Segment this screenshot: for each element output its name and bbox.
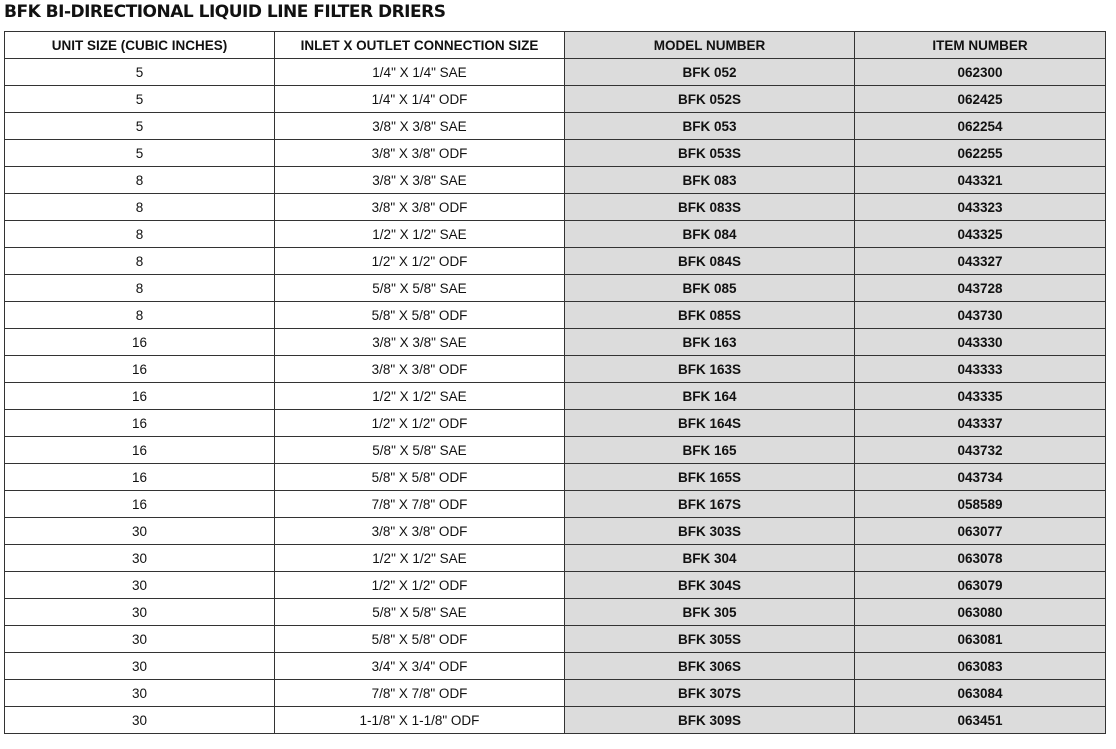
cell-unit-size: 30	[5, 518, 275, 545]
cell-item-number: 043333	[855, 356, 1106, 383]
cell-unit-size: 16	[5, 329, 275, 356]
table-row	[5, 707, 1106, 734]
cell-connection-size: 1-1/8" X 1-1/8" ODF	[275, 707, 565, 734]
cell-connection-size: 1/2" X 1/2" ODF	[275, 410, 565, 437]
cell-model-number: BFK 305S	[565, 626, 855, 653]
table-row	[5, 59, 1106, 86]
cell-connection-size: 1/2" X 1/2" ODF	[275, 572, 565, 599]
cell-item-number: 043734	[855, 464, 1106, 491]
table-row	[5, 653, 1106, 680]
cell-unit-size: 16	[5, 437, 275, 464]
cell-item-number: 062300	[855, 59, 1106, 86]
cell-model-number: BFK 307S	[565, 680, 855, 707]
cell-unit-size: 8	[5, 248, 275, 275]
table-row	[5, 491, 1106, 518]
cell-connection-size: 3/8" X 3/8" SAE	[275, 329, 565, 356]
table-row	[5, 599, 1106, 626]
cell-item-number: 062254	[855, 113, 1106, 140]
cell-model-number: BFK 083	[565, 167, 855, 194]
cell-connection-size: 3/8" X 3/8" ODF	[275, 356, 565, 383]
cell-unit-size: 5	[5, 140, 275, 167]
cell-unit-size: 8	[5, 275, 275, 302]
table-row	[5, 275, 1106, 302]
cell-item-number: 063080	[855, 599, 1106, 626]
cell-model-number: BFK 304S	[565, 572, 855, 599]
cell-unit-size: 8	[5, 194, 275, 221]
cell-connection-size: 1/2" X 1/2" SAE	[275, 221, 565, 248]
cell-connection-size: 5/8" X 5/8" SAE	[275, 437, 565, 464]
cell-item-number: 043728	[855, 275, 1106, 302]
cell-model-number: BFK 303S	[565, 518, 855, 545]
cell-unit-size: 16	[5, 356, 275, 383]
table-row	[5, 545, 1106, 572]
cell-model-number: BFK 084S	[565, 248, 855, 275]
cell-item-number: 043321	[855, 167, 1106, 194]
cell-connection-size: 7/8" X 7/8" ODF	[275, 491, 565, 518]
cell-unit-size: 8	[5, 302, 275, 329]
cell-model-number: BFK 085S	[565, 302, 855, 329]
column-header-item-number: ITEM NUMBER	[855, 32, 1106, 59]
cell-model-number: BFK 164	[565, 383, 855, 410]
table-header-row	[5, 32, 1106, 59]
table-row	[5, 383, 1106, 410]
cell-connection-size: 1/4" X 1/4" SAE	[275, 59, 565, 86]
table-row	[5, 86, 1106, 113]
cell-model-number: BFK 164S	[565, 410, 855, 437]
cell-model-number: BFK 163	[565, 329, 855, 356]
cell-connection-size: 5/8" X 5/8" SAE	[275, 599, 565, 626]
column-header-model-number: MODEL NUMBER	[565, 32, 855, 59]
cell-unit-size: 8	[5, 167, 275, 194]
cell-connection-size: 3/8" X 3/8" SAE	[275, 167, 565, 194]
cell-connection-size: 3/8" X 3/8" ODF	[275, 518, 565, 545]
cell-item-number: 063077	[855, 518, 1106, 545]
cell-model-number: BFK 305	[565, 599, 855, 626]
cell-item-number: 062425	[855, 86, 1106, 113]
cell-item-number: 043325	[855, 221, 1106, 248]
table-row	[5, 113, 1106, 140]
column-header-connection-size: INLET X OUTLET CONNECTION SIZE	[275, 32, 565, 59]
cell-connection-size: 1/2" X 1/2" SAE	[275, 383, 565, 410]
cell-unit-size: 30	[5, 599, 275, 626]
cell-model-number: BFK 165	[565, 437, 855, 464]
cell-unit-size: 5	[5, 86, 275, 113]
cell-connection-size: 1/2" X 1/2" SAE	[275, 545, 565, 572]
cell-item-number: 043330	[855, 329, 1106, 356]
table-row	[5, 248, 1106, 275]
cell-model-number: BFK 052S	[565, 86, 855, 113]
cell-unit-size: 30	[5, 626, 275, 653]
cell-unit-size: 30	[5, 680, 275, 707]
cell-item-number: 063083	[855, 653, 1106, 680]
cell-unit-size: 30	[5, 653, 275, 680]
cell-unit-size: 5	[5, 59, 275, 86]
cell-model-number: BFK 165S	[565, 464, 855, 491]
cell-connection-size: 5/8" X 5/8" SAE	[275, 275, 565, 302]
cell-unit-size: 16	[5, 464, 275, 491]
table-row	[5, 572, 1106, 599]
table-row	[5, 140, 1106, 167]
cell-model-number: BFK 085	[565, 275, 855, 302]
cell-unit-size: 16	[5, 383, 275, 410]
table-row	[5, 329, 1106, 356]
cell-model-number: BFK 084	[565, 221, 855, 248]
table-row	[5, 680, 1106, 707]
cell-connection-size: 5/8" X 5/8" ODF	[275, 464, 565, 491]
cell-item-number: 062255	[855, 140, 1106, 167]
cell-model-number: BFK 309S	[565, 707, 855, 734]
cell-item-number: 058589	[855, 491, 1106, 518]
cell-unit-size: 16	[5, 491, 275, 518]
table-body	[5, 59, 1106, 734]
cell-item-number: 063084	[855, 680, 1106, 707]
table-row	[5, 356, 1106, 383]
cell-item-number: 043335	[855, 383, 1106, 410]
table-row	[5, 464, 1106, 491]
cell-item-number: 043323	[855, 194, 1106, 221]
cell-connection-size: 3/8" X 3/8" SAE	[275, 113, 565, 140]
cell-unit-size: 30	[5, 572, 275, 599]
cell-item-number: 063081	[855, 626, 1106, 653]
table-row	[5, 194, 1106, 221]
cell-unit-size: 30	[5, 545, 275, 572]
cell-unit-size: 8	[5, 221, 275, 248]
cell-connection-size: 5/8" X 5/8" ODF	[275, 302, 565, 329]
cell-connection-size: 1/4" X 1/4" ODF	[275, 86, 565, 113]
table-row	[5, 221, 1106, 248]
cell-item-number: 063078	[855, 545, 1106, 572]
table-row	[5, 518, 1106, 545]
filter-drier-spec-table	[4, 31, 1106, 734]
cell-unit-size: 30	[5, 707, 275, 734]
cell-model-number: BFK 083S	[565, 194, 855, 221]
page-title: BFK BI-DIRECTIONAL LIQUID LINE FILTER DRIERS	[4, 2, 446, 22]
table-row	[5, 410, 1106, 437]
cell-item-number: 063451	[855, 707, 1106, 734]
table-row	[5, 302, 1106, 329]
cell-model-number: BFK 163S	[565, 356, 855, 383]
cell-connection-size: 1/2" X 1/2" ODF	[275, 248, 565, 275]
cell-item-number: 063079	[855, 572, 1106, 599]
cell-connection-size: 7/8" X 7/8" ODF	[275, 680, 565, 707]
cell-unit-size: 16	[5, 410, 275, 437]
cell-model-number: BFK 167S	[565, 491, 855, 518]
cell-model-number: BFK 306S	[565, 653, 855, 680]
cell-connection-size: 3/8" X 3/8" ODF	[275, 194, 565, 221]
cell-unit-size: 5	[5, 113, 275, 140]
table-row	[5, 437, 1106, 464]
cell-connection-size: 3/4" X 3/4" ODF	[275, 653, 565, 680]
table-row	[5, 167, 1106, 194]
cell-item-number: 043730	[855, 302, 1106, 329]
cell-model-number: BFK 304	[565, 545, 855, 572]
cell-model-number: BFK 053	[565, 113, 855, 140]
cell-connection-size: 5/8" X 5/8" ODF	[275, 626, 565, 653]
cell-model-number: BFK 053S	[565, 140, 855, 167]
cell-model-number: BFK 052	[565, 59, 855, 86]
cell-item-number: 043732	[855, 437, 1106, 464]
column-header-unit-size: UNIT SIZE (CUBIC INCHES)	[5, 32, 275, 59]
cell-item-number: 043337	[855, 410, 1106, 437]
table-row	[5, 626, 1106, 653]
cell-connection-size: 3/8" X 3/8" ODF	[275, 140, 565, 167]
cell-item-number: 043327	[855, 248, 1106, 275]
